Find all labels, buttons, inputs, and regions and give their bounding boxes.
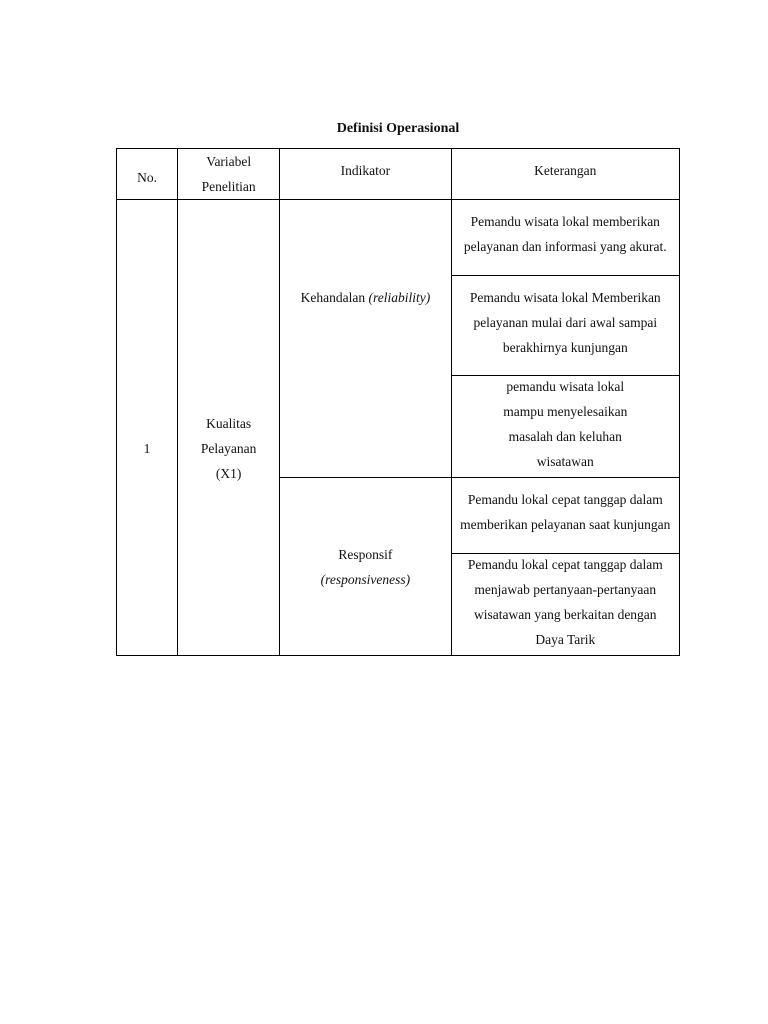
definition-table: [116, 148, 680, 656]
row-number: 1: [143, 441, 151, 456]
keterangan-text: Pemandu wisata lokal Memberikan pelayanan mulai dari awal sampai berakhirnya kunjungan: [469, 290, 661, 355]
header-no-label: No.: [137, 169, 157, 185]
keterangan-cell: [451, 376, 679, 478]
keterangan-cell: [451, 554, 679, 656]
header-indikator-label: Indikator: [340, 162, 391, 178]
header-variabel-line2: Penelitian: [201, 179, 256, 194]
keterangan-text: Pemandu lokal cepat tanggap dalam memberikan pelayanan saat kunjungan: [460, 491, 671, 532]
keterangan-text: Pemandu lokal cepat tanggap dalam menjawab pertanyaan-pertanyaan wisatawan yang berkaitan dengan Daya Tarik: [467, 556, 663, 647]
header-variabel: [178, 149, 280, 200]
page-title: Definisi Operasional: [336, 121, 460, 136]
header-indikator: [280, 149, 451, 200]
row-number-cell: [117, 200, 178, 656]
keterangan-text: Pemandu wisata lokal memberikan pelayanan dan informasi yang akurat.: [463, 213, 667, 254]
indikator-cell-reliability: [280, 200, 451, 478]
keterangan-cell: [451, 200, 679, 276]
header-keterangan-label: Keterangan: [534, 162, 597, 178]
keterangan-cell: [451, 478, 679, 554]
indikator-cell-responsiveness: [280, 478, 451, 656]
header-no: [117, 149, 178, 200]
indikator-term: (responsiveness): [320, 571, 411, 587]
keterangan-cell: [451, 276, 679, 376]
variabel-cell: [178, 200, 280, 656]
header-variabel-line1: Variabel: [206, 154, 252, 169]
indikator-name: Responsif: [338, 546, 393, 562]
indikator-term: (reliability): [368, 289, 431, 305]
keterangan-text: pemandu wisata lokal mampu menyelesaikan masalah dan keluhan wisatawan: [503, 378, 628, 469]
indikator-name: Kehandalan: [300, 289, 366, 305]
variabel-text: Kualitas Pelayanan (X1): [200, 416, 257, 481]
table-row: [117, 200, 680, 276]
table-header-row: [117, 149, 680, 200]
header-keterangan: [451, 149, 679, 200]
